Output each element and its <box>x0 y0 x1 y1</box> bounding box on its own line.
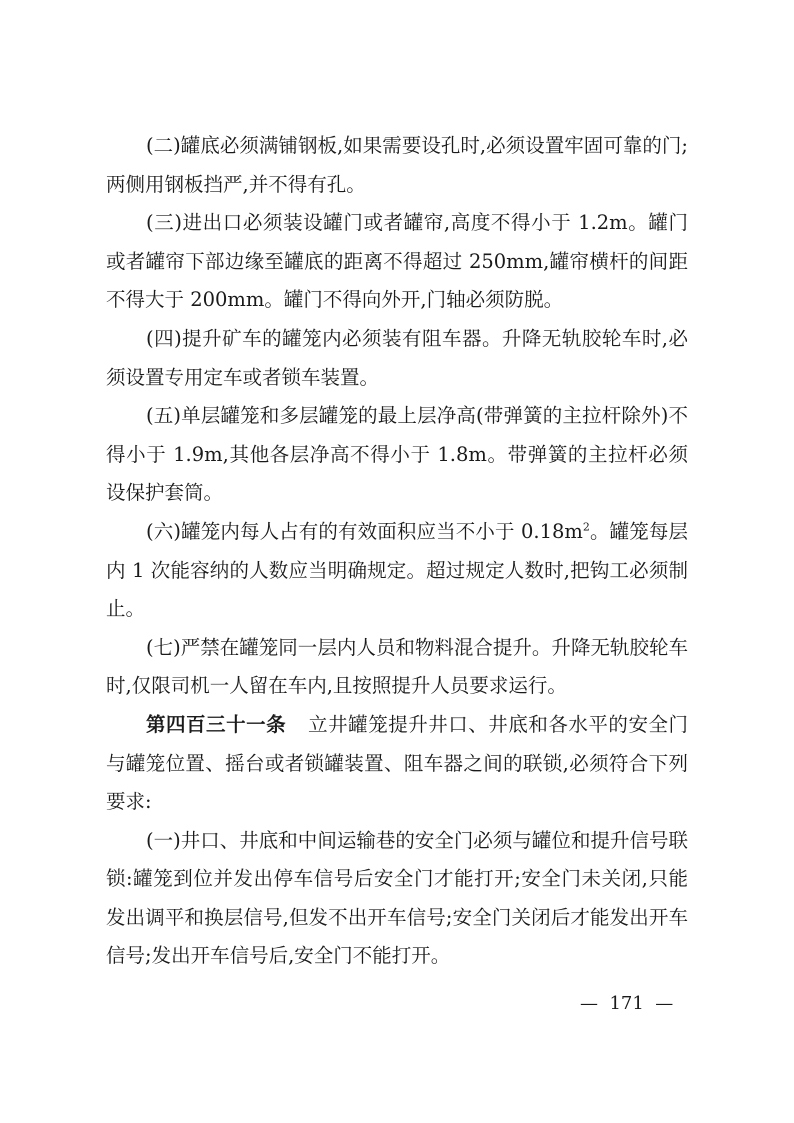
paragraph-6-text-after: 。罐笼每层内 1 次能容纳的人数应当明确规定。超过规定人数时,把钩工必须制止。 <box>106 519 688 621</box>
paragraph-6 <box>106 513 688 629</box>
article-heading: 第四百三十一条 <box>146 712 287 736</box>
paragraph-1: (一)井口、井底和中间运输巷的安全门必须与罐位和提升信号联锁:罐笼到位并发出停车信号后安全门才能打开;安全门未关闭,只能发出调平和换层信号,但发不出开车信号;安全门关闭后才能发出开车信号;发出开车信号后,安全门不能打开。 <box>106 828 688 968</box>
article-431 <box>106 706 688 822</box>
area-unit-superscript: 2 <box>582 520 590 534</box>
article-431-text: 立井罐笼提升井口、井底和各水平的安全门与罐笼位置、摇台或者锁罐装置、阻车器之间的联锁,必须符合下列要求: <box>106 712 688 814</box>
page-number: — 171 — <box>580 993 674 1014</box>
document-body <box>106 127 688 976</box>
paragraph-7: (七)严禁在罐笼同一层内人员和物料混合提升。升降无轨胶轮车时,仅限司机一人留在车内,且按照提升人员要求运行。 <box>106 635 688 698</box>
paragraph-3: (三)进出口必须装设罐门或者罐帘,高度不得小于 1.2m。罐门或者罐帘下部边缘至罐底的距离不得超过 250mm,罐帘横杆的间距不得大于 200mm。罐门不得向外开,门轴必须防脱。 <box>106 211 688 312</box>
paragraph-6-text-before: (六)罐笼内每人占有的有效面积应当不小于 0.18m <box>146 519 583 543</box>
paragraph-4: (四)提升矿车的罐笼内必须装有阻车器。升降无轨胶轮车时,必须设置专用定车或者锁车装置。 <box>106 326 688 389</box>
paragraph-5: (五)单层罐笼和多层罐笼的最上层净高(带弹簧的主拉杆除外)不得小于 1.9m,其他各层净高不得小于 1.8m。带弹簧的主拉杆必须设保护套筒。 <box>106 404 688 505</box>
paragraph-2: (二)罐底必须满铺钢板,如果需要设孔时,必须设置牢固可靠的门;两侧用钢板挡严,并不得有孔。 <box>106 134 688 196</box>
